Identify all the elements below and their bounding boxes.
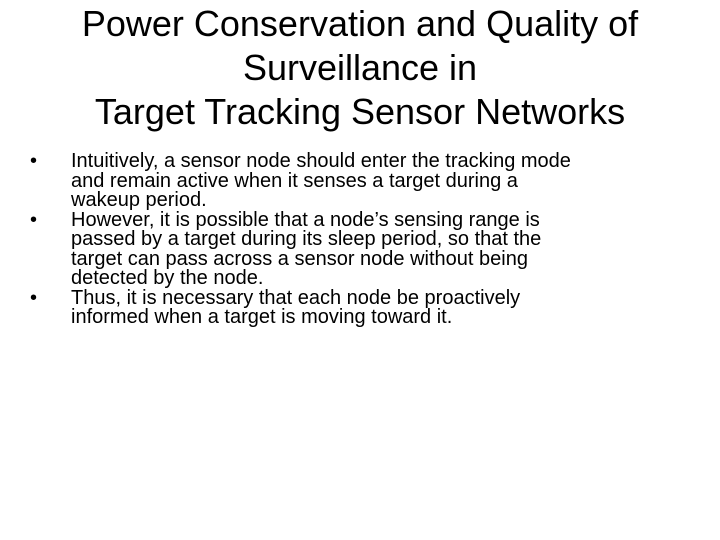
bullet-icon: • bbox=[30, 150, 38, 172]
bullet-item bbox=[30, 208, 690, 289]
title-line: Target Tracking Sensor Networks bbox=[94, 91, 626, 132]
bullet-text-line: target can pass across a sensor node without being bbox=[71, 247, 528, 270]
bullet-list bbox=[30, 152, 690, 328]
bullet-icon: • bbox=[30, 286, 38, 309]
bullet-item bbox=[30, 152, 690, 211]
bullet-text-line: detected by the node. bbox=[71, 267, 264, 289]
bullet-text-line: However, it is possible that a node’s sensing range is bbox=[71, 208, 540, 231]
bullet-text-line: Thus, it is necessary that each node be proactively bbox=[71, 286, 521, 309]
title-line: Power Conservation and Quality of bbox=[81, 3, 639, 44]
bullet-text-line: wakeup period. bbox=[71, 189, 207, 211]
slide-title bbox=[20, 2, 700, 134]
title-line: Surveillance in bbox=[242, 47, 478, 88]
bullet-icon: • bbox=[30, 208, 38, 231]
bullet-text-line: and remain active when it senses a target during a bbox=[71, 169, 518, 192]
bullet-text-line: passed by a target during its sleep period, so that the bbox=[71, 228, 542, 250]
bullet-text-line: informed when a target is moving toward it. bbox=[71, 306, 453, 328]
bullet-text-line: Intuitively, a sensor node should enter the tracking mode bbox=[71, 150, 571, 172]
bullet-item bbox=[30, 286, 690, 328]
